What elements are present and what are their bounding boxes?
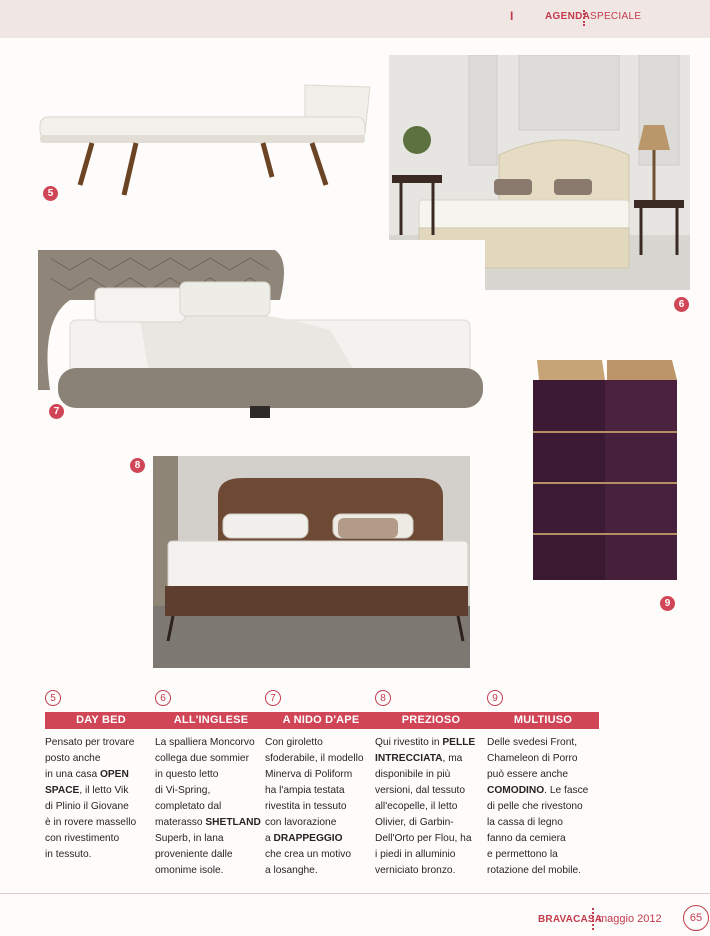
caption-line: con lavorazione <box>265 817 337 828</box>
footer-divider <box>0 893 710 894</box>
photo-number-badge-9: 9 <box>660 596 675 611</box>
section-title: AGENDA <box>545 11 591 22</box>
caption-prezioso <box>375 690 487 879</box>
caption-line: la cassa di legno <box>487 817 563 828</box>
caption-line: . Le fasce <box>544 785 589 796</box>
caption-number-9: 9 <box>487 690 503 706</box>
caption-line: Delle svedesi Front, <box>487 737 578 748</box>
caption-line: di Vi-Spring, <box>155 785 211 796</box>
caption-line: rivestita in tessuto <box>265 801 347 812</box>
caption-line: Qui rivestito in <box>375 737 443 748</box>
caption-line: con rivestimento <box>45 833 120 844</box>
caption-text-prezioso <box>375 735 487 879</box>
caption-bold: PELLE <box>442 737 476 748</box>
photo-chameleon-cabinet <box>527 355 682 585</box>
caption-line: , ma <box>442 753 463 764</box>
caption-bold: OPEN <box>99 769 129 780</box>
caption-number-8: 8 <box>375 690 391 706</box>
caption-bold: INTRECCIATA <box>375 753 443 764</box>
caption-line: Pensato per trovare <box>45 737 135 748</box>
caption-line: a losanghe. <box>265 865 318 876</box>
caption-text-nido-d-ape <box>265 735 377 879</box>
caption-line: versioni, dal tessuto <box>375 785 466 796</box>
caption-line: materasso <box>155 817 206 828</box>
caption-line: all'ecopelle, il letto <box>375 801 458 812</box>
caption-line: di Plinio il Giovane <box>45 801 129 812</box>
caption-title-prezioso: PREZIOSO <box>375 712 487 729</box>
magazine-brand: BRAVACASA <box>538 914 603 925</box>
caption-line: Superb, in lana <box>155 833 224 844</box>
header-dotted-divider <box>583 10 585 26</box>
caption-number-5: 5 <box>45 690 61 706</box>
caption-line: che crea un motivo <box>265 849 352 860</box>
caption-line: Con giroletto <box>265 737 323 748</box>
photo-number-badge-7: 7 <box>49 404 64 419</box>
footer-dotted-divider <box>592 908 594 930</box>
caption-text-all-inglese <box>155 735 267 879</box>
subsection-title: SPECIALE <box>590 11 642 22</box>
photo-honeycomb-bed <box>30 240 485 430</box>
caption-all-inglese <box>155 690 267 879</box>
photo-day-bed <box>30 55 380 205</box>
photo-number-badge-8: 8 <box>130 458 145 473</box>
caption-line: omonime isole. <box>155 865 224 876</box>
caption-line: in una casa <box>45 769 100 780</box>
caption-line: , il letto Vik <box>79 785 129 796</box>
caption-line: Minerva di Poliform <box>265 769 353 780</box>
caption-line: collega due sommier <box>155 753 249 764</box>
caption-bold: DRAPPEGGIO <box>273 833 343 844</box>
caption-title-all-inglese: ALL'INGLESE <box>155 712 267 729</box>
caption-line: di pelle che rivestono <box>487 801 583 812</box>
caption-bold: COMODINO <box>487 785 545 796</box>
caption-title-day-bed: DAY BED <box>45 712 157 729</box>
caption-title-multiuso: MULTIUSO <box>487 712 599 729</box>
photo-leather-bed <box>153 456 470 668</box>
caption-nido-d-ape <box>265 690 377 879</box>
caption-line: è in rovere massello <box>45 817 137 828</box>
caption-line: posto anche <box>45 753 101 764</box>
caption-text-multiuso <box>487 735 599 879</box>
caption-line: Chameleon di Porro <box>487 753 578 764</box>
caption-bold: SHETLAND <box>205 817 261 828</box>
header-separator: I <box>510 9 514 23</box>
issue-date: maggio 2012 <box>598 913 662 925</box>
caption-line: rotazione del mobile. <box>487 865 582 876</box>
caption-line: a <box>265 833 274 844</box>
caption-line: proveniente dalle <box>155 849 233 860</box>
page-number: 65 <box>683 905 709 931</box>
caption-line: in questo letto <box>155 769 219 780</box>
photo-number-badge-6: 6 <box>674 297 689 312</box>
photo-number-badge-5: 5 <box>43 186 58 201</box>
caption-line: La spalliera Moncorvo <box>155 737 255 748</box>
caption-line: completato dal <box>155 801 222 812</box>
caption-line: fanno da cemiera <box>487 833 566 844</box>
caption-line: in tessuto. <box>45 849 92 860</box>
caption-bold: SPACE <box>45 785 80 796</box>
caption-line: ha l'ampia testata <box>265 785 345 796</box>
caption-number-6: 6 <box>155 690 171 706</box>
page-header <box>0 0 710 38</box>
caption-line: può essere anche <box>487 769 568 780</box>
caption-line: i piedi in alluminio <box>375 849 456 860</box>
caption-number-7: 7 <box>265 690 281 706</box>
caption-text-day-bed <box>45 735 157 863</box>
caption-line: disponibile in più <box>375 769 451 780</box>
caption-day-bed <box>45 690 157 863</box>
caption-line: verniciato bronzo. <box>375 865 456 876</box>
caption-multiuso <box>487 690 599 879</box>
caption-line: Olivier, di Garbin- <box>375 817 454 828</box>
caption-line: Dell'Orto per Flou, ha <box>375 833 472 844</box>
caption-line: sfoderabile, il modello <box>265 753 364 764</box>
caption-title-nido-d-ape: A NIDO D'APE <box>265 712 377 729</box>
caption-line: e permettono la <box>487 849 558 860</box>
